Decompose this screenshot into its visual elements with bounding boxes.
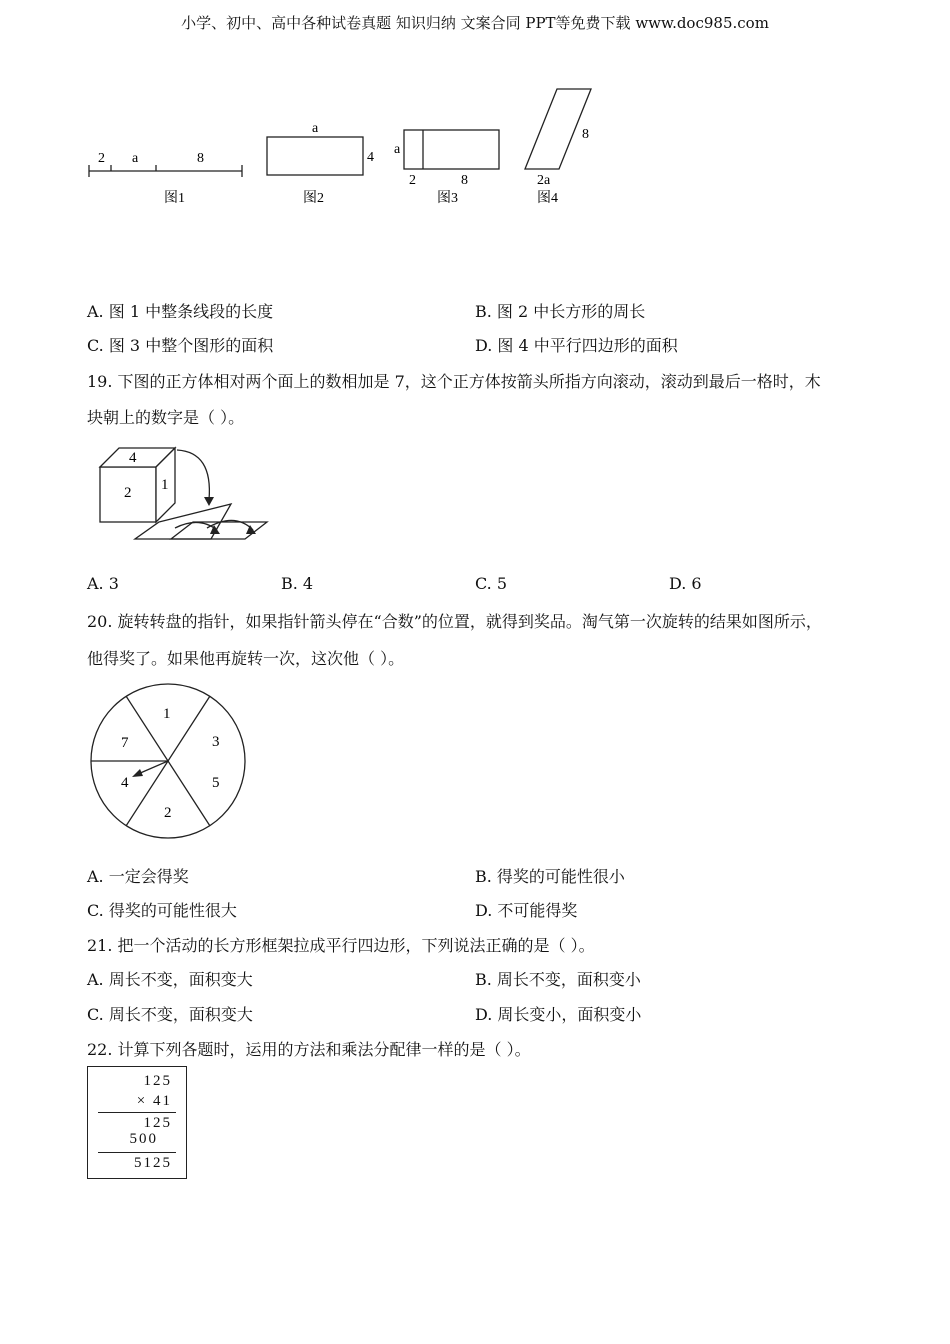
q19-stem-line2: 块朝上的数字是（ ）。: [87, 408, 245, 427]
fig2-rectangle: [267, 137, 363, 175]
fig1-label-8: 8: [197, 151, 204, 166]
q22-stem: 22. 计算下列各题时，运用的方法和乘法分配律一样的是（ ）。: [87, 1040, 531, 1059]
q18-option-c[interactable]: C. 图 3 中整个图形的面积: [87, 336, 274, 355]
q20-option-a[interactable]: A. 一定会得奖: [87, 867, 189, 886]
spinner-pointer-head: [132, 769, 143, 777]
q20-option-d[interactable]: D. 不可能得奖: [475, 901, 578, 920]
cube-side-number: 1: [161, 477, 169, 493]
q20-option-b[interactable]: B. 得奖的可能性很小: [475, 867, 625, 886]
fig1-caption: 图1: [164, 191, 185, 206]
calc-partial-1: 125: [143, 1115, 172, 1131]
q20-spinner: [88, 683, 252, 841]
calc-line-1: [98, 1112, 176, 1113]
fig3-rectangles: [404, 130, 499, 169]
q21-stem: 21. 把一个活动的长方形框架拉成平行四边形，下列说法正确的是（ ）。: [87, 936, 595, 955]
fig1-label-a: a: [132, 151, 139, 166]
fig3-label-8: 8: [461, 173, 468, 188]
q19-option-d[interactable]: D. 6: [669, 574, 702, 593]
calc-line-2: [98, 1152, 176, 1153]
fig4-caption: 图4: [537, 191, 558, 206]
cube-top-number: 4: [129, 450, 137, 466]
calc-partial-2: 500: [129, 1131, 158, 1147]
cube-front-number: 2: [124, 485, 132, 501]
q18-option-b[interactable]: B. 图 2 中长方形的周长: [475, 302, 646, 321]
page-header: 小学、初中、高中各种试卷真题 知识归纳 文案合同 PPT等免费下载 www.doc985.com: [181, 14, 769, 32]
q20-stem-line2: 他得奖了。如果他再旋转一次，这次他（ ）。: [87, 649, 405, 668]
fig1-label-2: 2: [98, 151, 105, 166]
fig2-caption: 图2: [303, 191, 324, 206]
calc-result: 5125: [134, 1155, 172, 1171]
fig2-label-a: a: [312, 121, 319, 136]
fig3-label-a: a: [394, 142, 401, 157]
calc-multiplier: × 41: [136, 1093, 172, 1109]
q18-option-a[interactable]: A. 图 1 中整条线段的长度: [87, 302, 274, 321]
fig2-label-4: 4: [367, 150, 374, 165]
q21-option-a[interactable]: A. 周长不变，面积变大: [87, 970, 253, 989]
sector-5: 5: [212, 775, 220, 791]
q20-option-c[interactable]: C. 得奖的可能性很大: [87, 901, 237, 920]
q21-option-d[interactable]: D. 周长变小，面积变小: [475, 1005, 642, 1024]
sector-3: 3: [212, 734, 220, 750]
q19-stem-line1: 19. 下图的正方体相对两个面上的数相加是 7，这个正方体按箭头所指方向滚动，滚动到最后一格时，木: [87, 372, 821, 391]
q20-stem-line1: 20. 旋转转盘的指针，如果指针箭头停在“合数”的位置，就得到奖品。淘气第一次旋转的结果如图所示，: [87, 612, 822, 631]
q19-option-a[interactable]: A. 3: [87, 574, 119, 593]
roll-arrow-1: [177, 450, 209, 500]
q19-cube-figure: [95, 442, 275, 547]
sector-1: 1: [163, 706, 171, 722]
fig3-label-2: 2: [409, 173, 416, 188]
q21-option-c[interactable]: C. 周长不变，面积变大: [87, 1005, 253, 1024]
q21-option-b[interactable]: B. 周长不变，面积变小: [475, 970, 641, 989]
sector-2: 2: [164, 805, 172, 821]
q22-vertical-multiplication: [87, 1066, 187, 1179]
sector-7: 7: [121, 735, 129, 751]
fig4-label-2a: 2a: [537, 173, 551, 188]
q19-option-b[interactable]: B. 4: [281, 574, 314, 593]
fig1-segment: [89, 165, 242, 177]
sector-4: 4: [121, 775, 129, 791]
fig4-label-8: 8: [582, 127, 589, 142]
q19-option-c[interactable]: C. 5: [475, 574, 508, 593]
q18-option-d[interactable]: D. 图 4 中平行四边形的面积: [475, 336, 678, 355]
q18-figures: [80, 80, 620, 215]
calc-multiplicand: 125: [143, 1073, 172, 1089]
fig3-caption: 图3: [437, 191, 458, 206]
